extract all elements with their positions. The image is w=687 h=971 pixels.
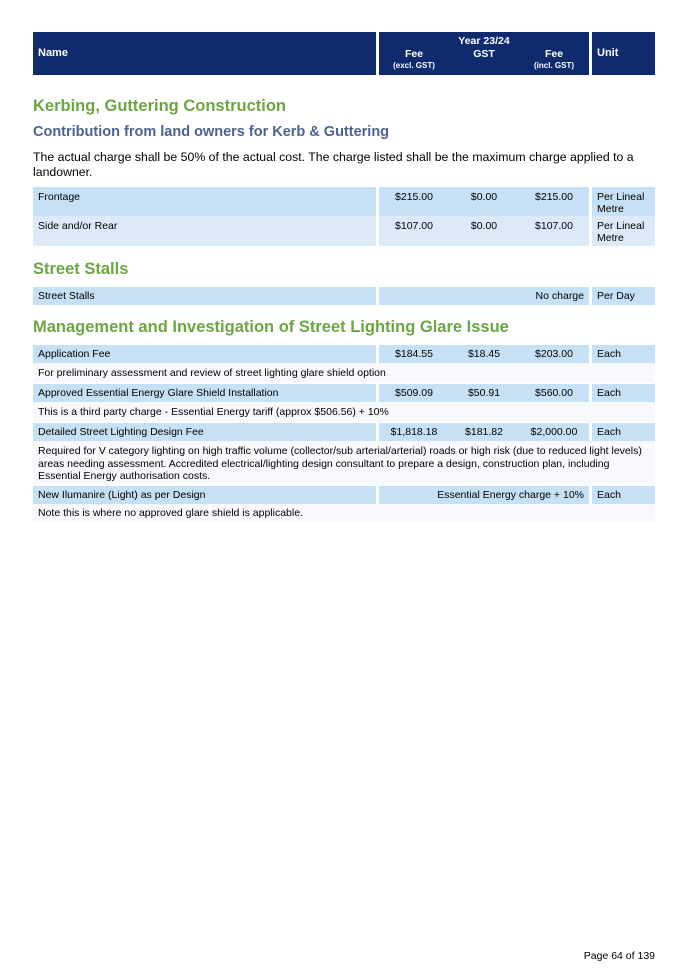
table-row-design-fee <box>33 423 655 441</box>
table-row-street-stalls <box>33 287 655 305</box>
table-row-frontage <box>33 187 655 216</box>
fee-excl-gst: $107.00 <box>395 220 433 232</box>
gst-amount: $181.82 <box>465 426 503 438</box>
row-name: Application Fee <box>38 348 111 360</box>
row-name: Detailed Street Lighting Design Fee <box>38 426 204 438</box>
fee-excl-gst: $509.09 <box>395 387 433 399</box>
row-name: Frontage <box>38 191 81 203</box>
row-name: Street Stalls <box>38 290 95 302</box>
page-number: Page 64 of 139 <box>583 950 655 962</box>
gst-amount: $0.00 <box>470 220 498 232</box>
section-title-kerbing: Kerbing, Guttering Construction <box>33 97 286 115</box>
fee-excl-gst: $215.00 <box>395 191 433 203</box>
header-name-label: Name <box>38 47 68 59</box>
header-fee-excl: Fee (excl. GST) <box>393 48 435 70</box>
fee-incl-gst: $203.00 <box>535 348 573 360</box>
table-row-side-rear <box>33 216 655 246</box>
fee-excl-gst: $184.55 <box>395 348 433 360</box>
unit: Per Lineal Metre <box>597 220 645 244</box>
unit: Per Day <box>597 290 635 302</box>
fee-incl-gst: $560.00 <box>535 387 573 399</box>
section-title-street-lighting: Management and Investigation of Street Lighting Glare Issue <box>33 318 509 336</box>
unit: Each <box>597 348 621 360</box>
row-name: New Ilumanire (Light) as per Design <box>38 489 206 501</box>
unit: Each <box>597 426 621 438</box>
header-fee-incl: Fee (incl. GST) <box>534 48 574 70</box>
subsection-title-kerb-contribution: Contribution from land owners for Kerb & Guttering <box>33 124 390 140</box>
row-name: Approved Essential Energy Glare Shield Installation <box>38 387 279 399</box>
section-title-street-stalls: Street Stalls <box>33 260 129 278</box>
row-note: This is a third party charge - Essential Energy tariff (approx $506.56) + 10% <box>33 402 655 422</box>
gst-amount: $50.91 <box>467 387 501 399</box>
fee-incl-gst: $215.00 <box>535 191 573 203</box>
header-year-label: Year 23/24 <box>458 35 510 47</box>
table-row-application-fee <box>33 345 655 363</box>
header-unit-label: Unit <box>597 47 619 59</box>
fee-incl-gst: $107.00 <box>535 220 573 232</box>
fee-excl-gst: $1,818.18 <box>390 426 438 438</box>
unit: Each <box>597 489 621 501</box>
table-row-new-luminaire <box>33 486 655 504</box>
fee-no-charge: No charge <box>535 290 584 302</box>
fee-third-party: Essential Energy charge + 10% <box>437 489 584 501</box>
kerbing-description: The actual charge shall be 50% of the actual cost. The charge listed shall be the maximum charge applied to a landowner. <box>33 150 634 179</box>
row-note: For preliminary assessment and review of street lighting glare shield option <box>33 363 655 382</box>
row-note: Required for V category lighting on high traffic volume (collector/sub arterial/arterial) roads or high risk (due to reduced light levels) areas needing assessment. Accredited electrical/lighting design consultant to prepare a design, construction plan, including Essential Energy authorisation costs. <box>33 441 655 485</box>
table-row-glare-shield-installation <box>33 384 655 402</box>
header-gst: GST <box>473 48 495 60</box>
header-name-cell <box>33 32 376 75</box>
fee-incl-gst: $2,000.00 <box>530 426 578 438</box>
gst-amount: $0.00 <box>470 191 498 203</box>
header-year-cell <box>379 32 589 75</box>
unit: Per Lineal Metre <box>597 191 645 215</box>
row-name: Side and/or Rear <box>38 220 118 232</box>
row-note: Note this is where no approved glare shield is applicable. <box>33 504 655 522</box>
header-unit-cell <box>592 32 655 75</box>
unit: Each <box>597 387 621 399</box>
gst-amount: $18.45 <box>467 348 501 360</box>
